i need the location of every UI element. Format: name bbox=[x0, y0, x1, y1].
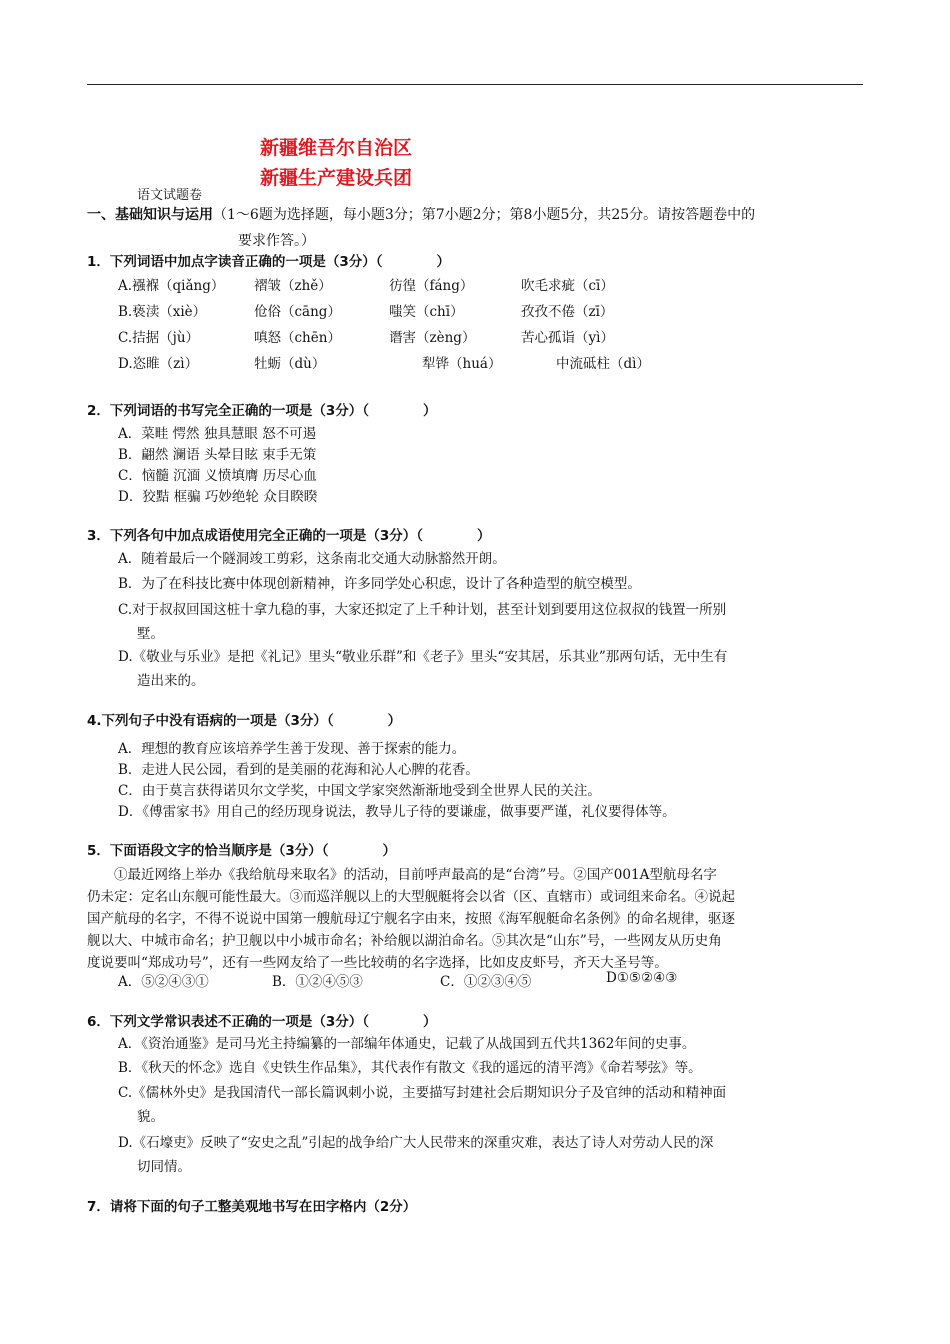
q5-passage-line-5: 度说要叫“郑成功号”，还有一些网友给了一些比较萌的名字选择，比如皮皮虾号，齐天大圣号等。 bbox=[87, 955, 668, 971]
question-1-stem: 1．下列词语中加点字读音正确的一项是（3分）（ ） bbox=[87, 254, 451, 270]
question-5-stem: 5．下面语段文字的恰当顺序是（3分）（ ） bbox=[87, 843, 397, 859]
q5-passage-line-4: 舰以大、中城市命名；护卫舰以中小城市命名；补给舰以湖泊命名。⑤其次是“山东”号，一些网友从历史角 bbox=[87, 933, 722, 949]
q1-c-3: 谮害（zèng） bbox=[389, 330, 476, 346]
q3-option-d-cont: 造出来的。 bbox=[137, 673, 205, 689]
q6-option-b: B．《秋天的怀念》选自《史铁生作品集》，其代表作有散文《我的遥远的清平湾》《命若琴弦》等。 bbox=[118, 1060, 702, 1076]
q3-option-c: C.对于叔叔回国这桩十拿九稳的事，大家还拟定了上千种计划，甚至计划到要用这位叔叔的钱置一所别 bbox=[118, 602, 727, 618]
q2-option-b: B．翩然 澜语 头晕目眩 束手无策 bbox=[118, 447, 317, 463]
q6-option-c: C.《儒林外史》是我国清代一部长篇讽刺小说，主要描写封建社会后期知识分子及官绅的活动和精神面 bbox=[118, 1085, 727, 1101]
q2-option-d: D．狡黠 框骗 巧妙绝轮 众目睽睽 bbox=[118, 489, 318, 505]
title-line-1: 新疆维吾尔自治区 bbox=[260, 137, 413, 159]
q4-option-a: A．理想的教育应该培养学生善于发现、善于探索的能力。 bbox=[118, 741, 466, 757]
q1-c-4: 苦心孤诣（yì） bbox=[521, 330, 614, 346]
q1-d-3: 犁铧（huá） bbox=[422, 356, 502, 372]
q1-c-1: C.拮据（jù） bbox=[118, 330, 200, 346]
q3-option-d: D.《敬业与乐业》是把《礼记》里头“敬业乐群”和《老子》里头“安其居，乐其业”那两句话，无中生有 bbox=[118, 649, 728, 665]
q3-option-c-cont: 墅。 bbox=[137, 626, 164, 642]
section-title: 一、基础知识与运用 bbox=[87, 207, 213, 223]
q5-option-d: D①⑤②④③ bbox=[606, 970, 678, 986]
q6-option-d: D.《石壕吏》反映了“安史之乱”引起的战争给广大人民带来的深重灾难，表达了诗人对劳动人民的深 bbox=[118, 1135, 714, 1151]
q1-a-3: 彷徨（fáng） bbox=[389, 278, 474, 294]
q1-b-4: 孜孜不倦（zī） bbox=[521, 304, 614, 320]
q4-option-b: B．走进人民公园，看到的是美丽的花海和沁人心脾的花香。 bbox=[118, 762, 479, 778]
q5-passage-line-1: ①最近网络上举办《我给航母来取名》的活动，目前呼声最高的是“台湾”号。②国产001A型航母名字 bbox=[87, 867, 717, 883]
question-6-stem: 6．下列文学常识表述不正确的一项是（3分）（ ） bbox=[87, 1014, 437, 1030]
q1-d-4: 中流砥柱（dì） bbox=[556, 356, 650, 372]
top-rule bbox=[87, 84, 863, 85]
q6-option-a: A．《资治通鉴》是司马光主持编纂的一部编年体通史，记载了从战国到五代共1362年间的史事。 bbox=[118, 1036, 696, 1052]
question-3-stem: 3．下列各句中加点成语使用完全正确的一项是（3分）（ ） bbox=[87, 528, 491, 544]
question-4-stem: 4.下列句子中没有语病的一项是（3分）（ ） bbox=[87, 713, 402, 729]
section-note-cont: 要求作答。） bbox=[238, 233, 315, 249]
q3-option-b: B．为了在科技比赛中体现创新精神，许多同学处心积虑，设计了各种造型的航空模型。 bbox=[118, 576, 641, 592]
q1-c-2: 嗔怒（chēn） bbox=[254, 330, 341, 346]
q1-d-2: 牡蛎（dù） bbox=[254, 356, 326, 372]
section-heading bbox=[87, 205, 872, 226]
title-line-2: 新疆生产建设兵团 bbox=[260, 167, 413, 189]
question-2-stem: 2．下列词语的书写完全正确的一项是（3分）（ ） bbox=[87, 403, 437, 419]
q6-option-d-cont: 切同情。 bbox=[137, 1159, 191, 1175]
q5-option-a: A．⑤②④③① bbox=[118, 974, 209, 990]
q4-option-c: C．由于莫言获得诺贝尔文学奖，中国文学家突然渐渐地受到全世界人民的关注。 bbox=[118, 783, 601, 799]
q1-d-1: D.恣睢（zì） bbox=[118, 356, 199, 372]
q5-passage-line-2: 仍未定：定名山东舰可能性最大。③而巡洋舰以上的大型舰艇将会以省（区、直辖市）或词组来命名。④说起 bbox=[87, 889, 735, 905]
q1-a-4: 吹毛求疵（cī） bbox=[521, 278, 614, 294]
exam-subtitle: 语文试题卷 bbox=[137, 188, 203, 203]
q1-b-2: 伧俗（cāng） bbox=[254, 304, 341, 320]
q2-option-a: A．菜畦 愕然 独具慧眼 怒不可遏 bbox=[118, 426, 317, 442]
q1-b-1: B.亵渎（xiè） bbox=[118, 304, 207, 320]
q1-a-1: A.襁褓（qiǎng） bbox=[118, 278, 225, 294]
q6-option-c-cont: 貌。 bbox=[137, 1109, 164, 1125]
q5-passage-line-3: 国产航母的名字，不得不说说中国第一艘航母辽宁舰名字由来，按照《海军舰艇命名条例》的命名规律，驱逐 bbox=[87, 911, 735, 927]
q4-option-d: D．《傅雷家书》用自己的经历现身说法，教导儿子待的要谦虚，做事要严谨，礼仪要得体等。 bbox=[118, 804, 676, 820]
q5-option-b: B．①②④⑤③ bbox=[272, 974, 363, 990]
q2-option-c: C．恼髓 沉湎 义愤填膺 历尽心血 bbox=[118, 468, 317, 484]
q1-a-2: 褶皱（zhě） bbox=[254, 278, 332, 294]
q5-option-c: C．①②③④⑤ bbox=[440, 974, 532, 990]
section-note: （1～6题为选择题，每小题3分；第7小题2分；第8小题5分，共25分。请按答题卷中的 bbox=[213, 207, 756, 223]
q1-b-3: 嗤笑（chī） bbox=[389, 304, 464, 320]
q3-option-a: A．随着最后一个隧洞竣工剪彩，这条南北交通大动脉豁然开朗。 bbox=[118, 551, 506, 567]
question-7-stem: 7．请将下面的句子工整美观地书写在田字格内（2分） bbox=[87, 1199, 417, 1215]
